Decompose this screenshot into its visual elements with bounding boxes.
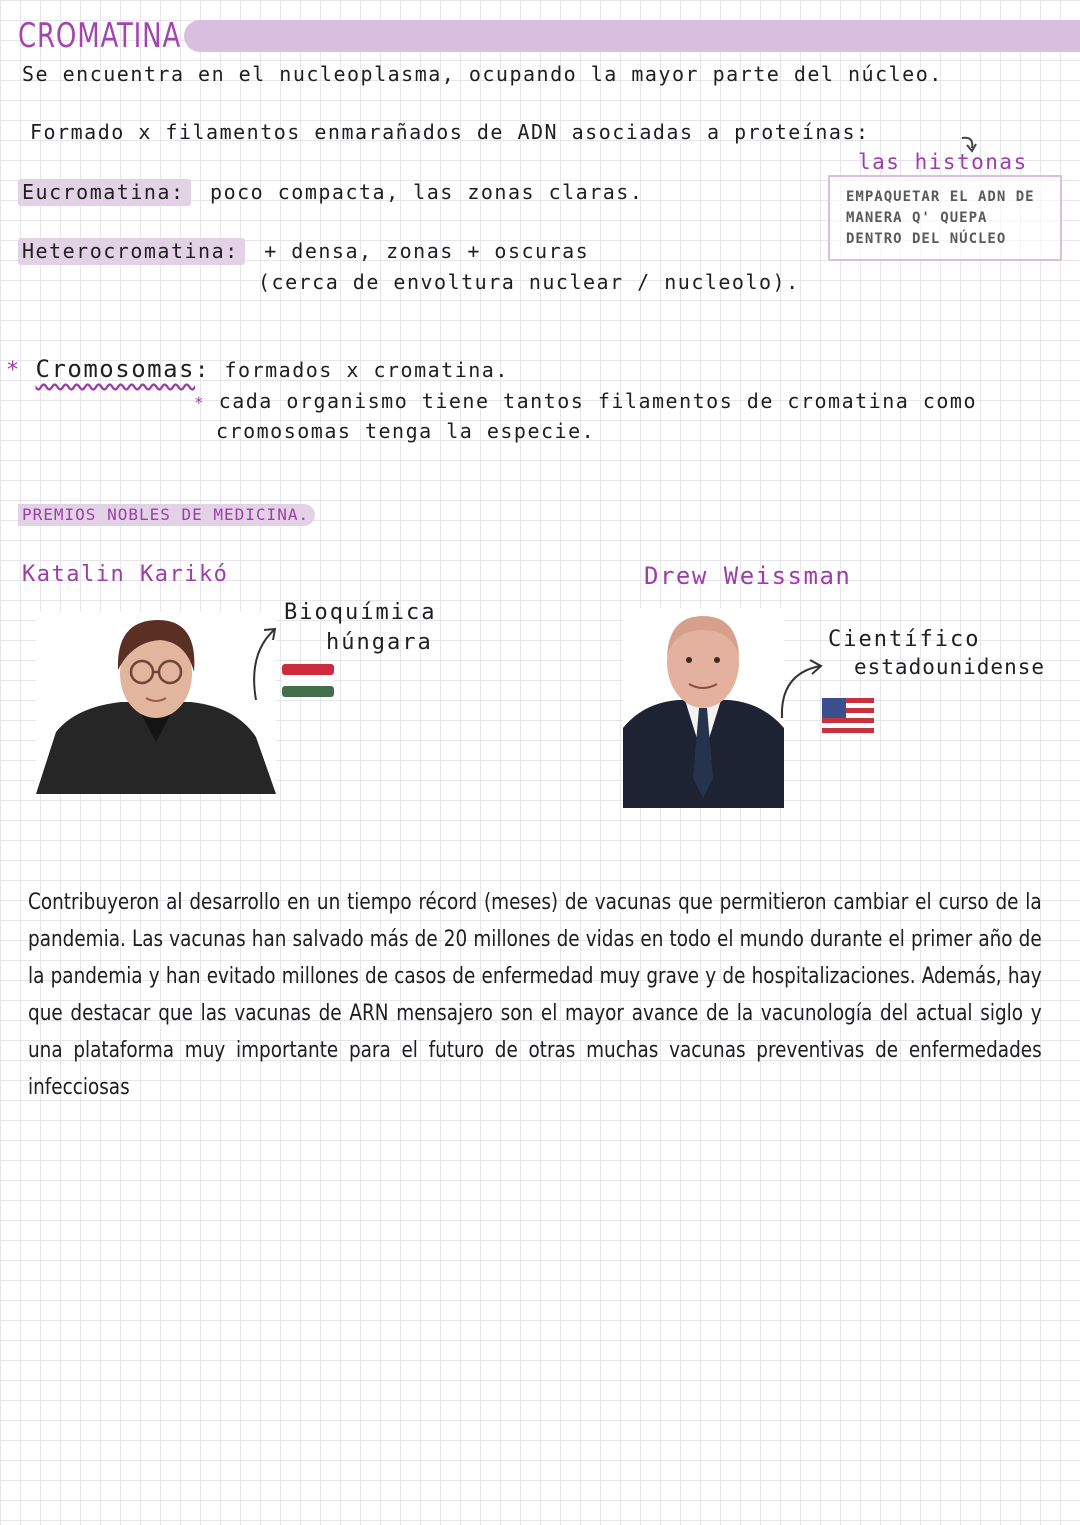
intro-line: Se encuentra en el nucleoplasma, ocupando la mayor parte del núcleo. [22,62,943,86]
premios-title-text: PREMIOS NOBLES DE MEDICINA. [18,504,315,526]
premios-title [18,505,315,524]
title-bar [184,20,1080,52]
hungary-flag-icon [280,662,336,700]
empaquetar-note: EMPAQUETAR EL ADN DE MANERA Q' QUEPA DENTRO DEL NÚCLEO [828,175,1062,261]
eucromatina-text: poco compacta, las zonas claras. [210,180,644,204]
eucromatina-row [18,180,643,204]
heterocromatina-row [18,239,589,263]
histonas-label: las histonas [858,150,1028,174]
arrow-up-icon [246,624,280,704]
asterisk-small-icon: * [194,393,206,412]
karikó-photo [36,612,276,794]
person2-caption2: estadounidense [854,655,1046,679]
cromosomas-text: formados x cromatina. [224,358,509,382]
eucromatina-label: Eucromatina: [18,179,191,206]
usa-flag-icon [820,696,876,738]
cromosomas-colon: : [195,358,210,383]
person2-caption1: Científico [828,627,981,652]
asterisk-icon: * [6,358,21,383]
cromosomas-line3: cromosomas tenga la especie. [216,419,596,443]
heterocromatina-text: + densa, zonas + oscuras [264,239,590,263]
heterocromatina-note: (cerca de envoltura nuclear / nucleolo). [258,270,800,294]
person1-name: Katalin Karikó [22,562,229,587]
person1-caption1: Bioquímica [284,600,437,625]
formado-line: Formado x filamentos enmarañados de ADN asociadas a proteínas: [30,120,870,144]
person2-name: Drew Weissman [644,562,852,590]
cromosomas-row [6,355,509,383]
page-title: CROMATINA [18,16,182,56]
nobel-paragraph: Contribuyeron al desarrollo en un tiempo récord (meses) de vacunas que permitieron cambiar el curso de la pandemia. Las vacunas han salvado más de 20 millones de vidas en todo el mundo durante el primer año de la pandemia y han evitado millones de casos de enfermedad muy grave y de hospitalizaciones. Además, hay que destacar que las vacunas de ARN mensajero son el mayor avance de la vacunología del actual siglo y una plataforma muy importante para el futuro de otras muchas vacunas preventivas de enfermedades infecciosas [28,890,1042,1100]
person1-caption2: húngara [326,630,433,655]
heterocromatina-label: Heterocromatina: [18,238,245,265]
cromosomas-line2-text: cada organismo tiene tantos filamentos de cromatina como [218,389,977,413]
arrow-up-right-icon [776,652,826,722]
weissman-photo [623,608,784,808]
cromosomas-label: Cromosomas [35,355,195,383]
cromosomas-line2 [194,389,977,413]
